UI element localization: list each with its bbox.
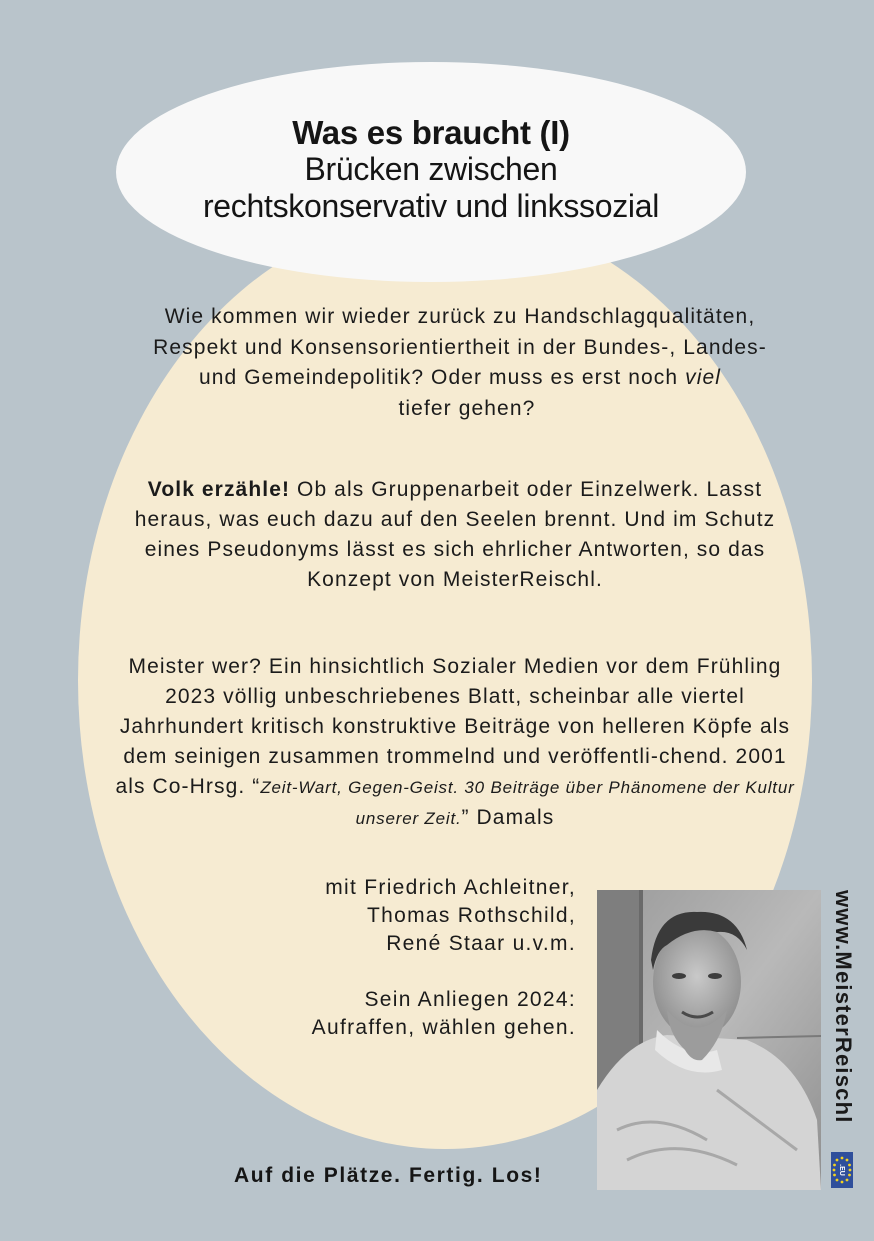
coauthor-line3: René Staar u.v.m. [386,932,576,955]
intro-text: Wie kommen wir wieder zurück zu Handschlagqualitäten, Respekt und Konsensorientiertheit in der Bundes-, Landes-und Gemeindepolitik? Oder muss es erst noch [153,305,767,389]
meister-paragraph [110,652,800,834]
eu-stars-icon [831,1152,853,1188]
website-url[interactable] [826,890,856,1150]
volk-paragraph [120,475,790,595]
eu-tld-badge [831,1152,853,1188]
intro-italic: viel [685,366,722,389]
title-bubble [116,62,746,282]
svg-text:.EU: .EU [838,1164,846,1176]
anliegen-label: Sein Anliegen 2024: [364,988,576,1011]
portrait-illustration [597,890,821,1190]
page-subtitle-line2: rechtskonservativ und linkssozial [202,187,660,224]
meister-text: Meister wer? Ein hinsichtlich Sozialer Medien vor dem Frühling 2023 völlig unbeschriebenes Blatt, scheinbar alle viertel Jahrhundert kritisch konstruktive Beiträge von helleren Köpfe als dem seinigen zusammen trommelnd und veröffentli-chend. 2001 als Co-Hrsg. “ [115,655,791,798]
website-url-text[interactable]: www.MeisterReischl [831,890,856,1124]
author-portrait-photo [597,890,821,1190]
page-title: Was es braucht (I) [292,113,570,151]
page-subtitle-line1: Brücken zwischen [304,150,558,187]
book-title: Zeit-Wart, Gegen-Geist. 30 Beiträge über Phänomene der Kultur unserer Zeit. [260,778,795,828]
coauthor-line2: Thomas Rothschild, [367,904,576,927]
intro-paragraph [150,302,770,424]
call-to-action: Auf die Plätze. Fertig. Los! [234,1164,543,1187]
meister-closing: ” Damals [461,806,555,829]
intro-text-end: tiefer gehen? [384,396,536,420]
volk-text: Ob als Gruppenarbeit oder Einzelwerk. Lasst heraus, was euch dazu auf den Seelen brennt. Und im Schutz eines Pseudonyms lässt es sich ehrlicher Antworten, so das Konzept von MeisterReischl. [134,478,776,591]
anliegen-text: Aufraffen, wählen gehen. [311,1016,576,1039]
coauthors-block [216,874,576,1042]
volk-lead: Volk erzähle! [147,478,291,501]
coauthor-line1: mit Friedrich Achleitner, [325,876,576,899]
